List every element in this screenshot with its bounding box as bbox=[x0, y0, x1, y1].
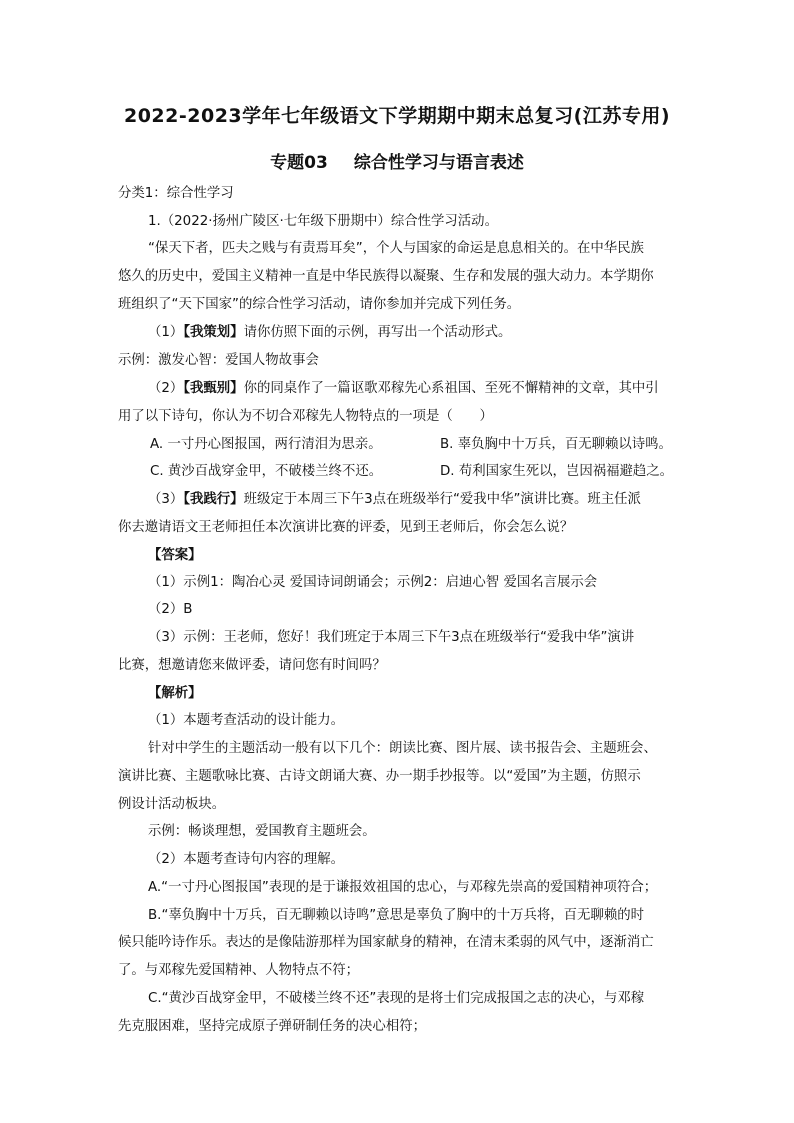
analysis-line: （1）本题考查活动的设计能力。 bbox=[148, 713, 344, 728]
task-3: （3）【我践行】班级定于本周三下午3点在班级举行“爱我中华”演讲比赛。班主任派 bbox=[148, 492, 641, 507]
task-1: （1）【我策划】请你仿照下面的示例，再写出一个活动形式。 bbox=[148, 325, 512, 340]
task-heading: 【我践行】 bbox=[183, 492, 244, 507]
analysis-line: （2）本题考查诗句内容的理解。 bbox=[148, 852, 344, 867]
document-title: 2022-2023学年七年级语文下学期期中期末总复习(江苏专用) bbox=[123, 105, 671, 127]
task-heading: 【我策划】 bbox=[183, 325, 244, 340]
option-b: B. 辜负胸中十万兵，百无聊赖以诗鸣。 bbox=[440, 437, 672, 452]
task-heading: 【我甄别】 bbox=[183, 381, 244, 396]
analysis-line: 示例：畅谈理想，爱国教育主题班会。 bbox=[148, 824, 376, 839]
passage-line: 悠久的历史中，爱国主义精神一直是中华民族得以凝聚、生存和发展的强大动力。本学期你 bbox=[118, 269, 654, 284]
answer-line: （3）示例：王老师，您好！我们班定于本周三下午3点在班级举行“爱我中华”演讲 bbox=[148, 630, 635, 645]
option-d: D. 苟利国家生死以，岂因祸福避趋之。 bbox=[440, 464, 674, 479]
task-2: （2）【我甄别】你的同桌作了一篇讴歌邓稼先心系祖国、至死不懈精神的文章，其中引 bbox=[148, 381, 659, 396]
option-a: A. 一寸丹心图报国，两行清泪为思亲。 bbox=[150, 437, 382, 452]
subtitle-name: 综合性学习与语言表述 bbox=[353, 153, 524, 173]
passage-line: 班组织了“天下国家”的综合性学习活动，请你参加并完成下列任务。 bbox=[118, 297, 521, 312]
question-intro: 1.（2022·扬州广陵区·七年级下册期中）综合性学习活动。 bbox=[148, 214, 498, 229]
analysis-line: C.“黄沙百战穿金甲，不破楼兰终不还”表现的是将士们完成报国之志的决心，与邓稼 bbox=[148, 991, 645, 1006]
analysis-line: 针对中学生的主题活动一般有以下几个：朗读比赛、图片展、读书报告会、主题班会、 bbox=[148, 741, 657, 756]
analysis-heading: 【解析】 bbox=[148, 686, 202, 701]
analysis-line: 候只能吟诗作乐。表达的是像陆游那样为国家献身的精神，在清末柔弱的风气中，逐渐消亡 bbox=[118, 935, 654, 950]
answer-line: （1）示例1：陶冶心灵 爱国诗词朗诵会；示例2：启迪心智 爱国名言展示会 bbox=[148, 575, 598, 590]
analysis-line: 先克服困难，坚持完成原子弹研制任务的决心相符； bbox=[118, 1019, 426, 1034]
answer-heading: 【答案】 bbox=[148, 548, 202, 563]
task-example: 示例：激发心智：爱国人物故事会 bbox=[118, 353, 319, 368]
option-c: C. 黄沙百战穿金甲，不破楼兰终不还。 bbox=[150, 464, 383, 479]
analysis-line: 演讲比赛、主题歌咏比赛、古诗文朗诵大赛、办一期手抄报等。以“爱国”为主题，仿照示 bbox=[118, 769, 641, 784]
analysis-line: 例设计活动板块。 bbox=[118, 797, 226, 812]
answer-line: 比赛，想邀请您来做评委，请问您有时间吗？ bbox=[118, 658, 386, 673]
task-line: 你去邀请语文王老师担任本次演讲比赛的评委，见到王老师后，你会怎么说？ bbox=[118, 520, 574, 535]
answer-line: （2）B bbox=[148, 602, 193, 617]
analysis-line: B.“辜负胸中十万兵，百无聊赖以诗鸣”意思是辜负了胸中的十万兵将，百无聊赖的时 bbox=[148, 908, 644, 923]
analysis-line: 了。与邓稼先爱国精神、人物特点不符； bbox=[118, 963, 360, 978]
passage-line: “保天下者，匹夫之贱与有责焉耳矣”，个人与国家的命运是息息相关的。在中华民族 bbox=[148, 241, 644, 256]
subtitle-topic: 专题03 bbox=[270, 153, 328, 173]
task-line: 用了以下诗句，你认为不切合邓稼先人物特点的一项是（ ） bbox=[118, 409, 493, 424]
category-heading: 分类1：综合性学习 bbox=[118, 186, 234, 201]
analysis-line: A.“一寸丹心图报国”表现的是于谦报效祖国的忠心，与邓稼先崇高的爱国精神项符合； bbox=[148, 880, 658, 895]
document-subtitle bbox=[0, 148, 794, 173]
